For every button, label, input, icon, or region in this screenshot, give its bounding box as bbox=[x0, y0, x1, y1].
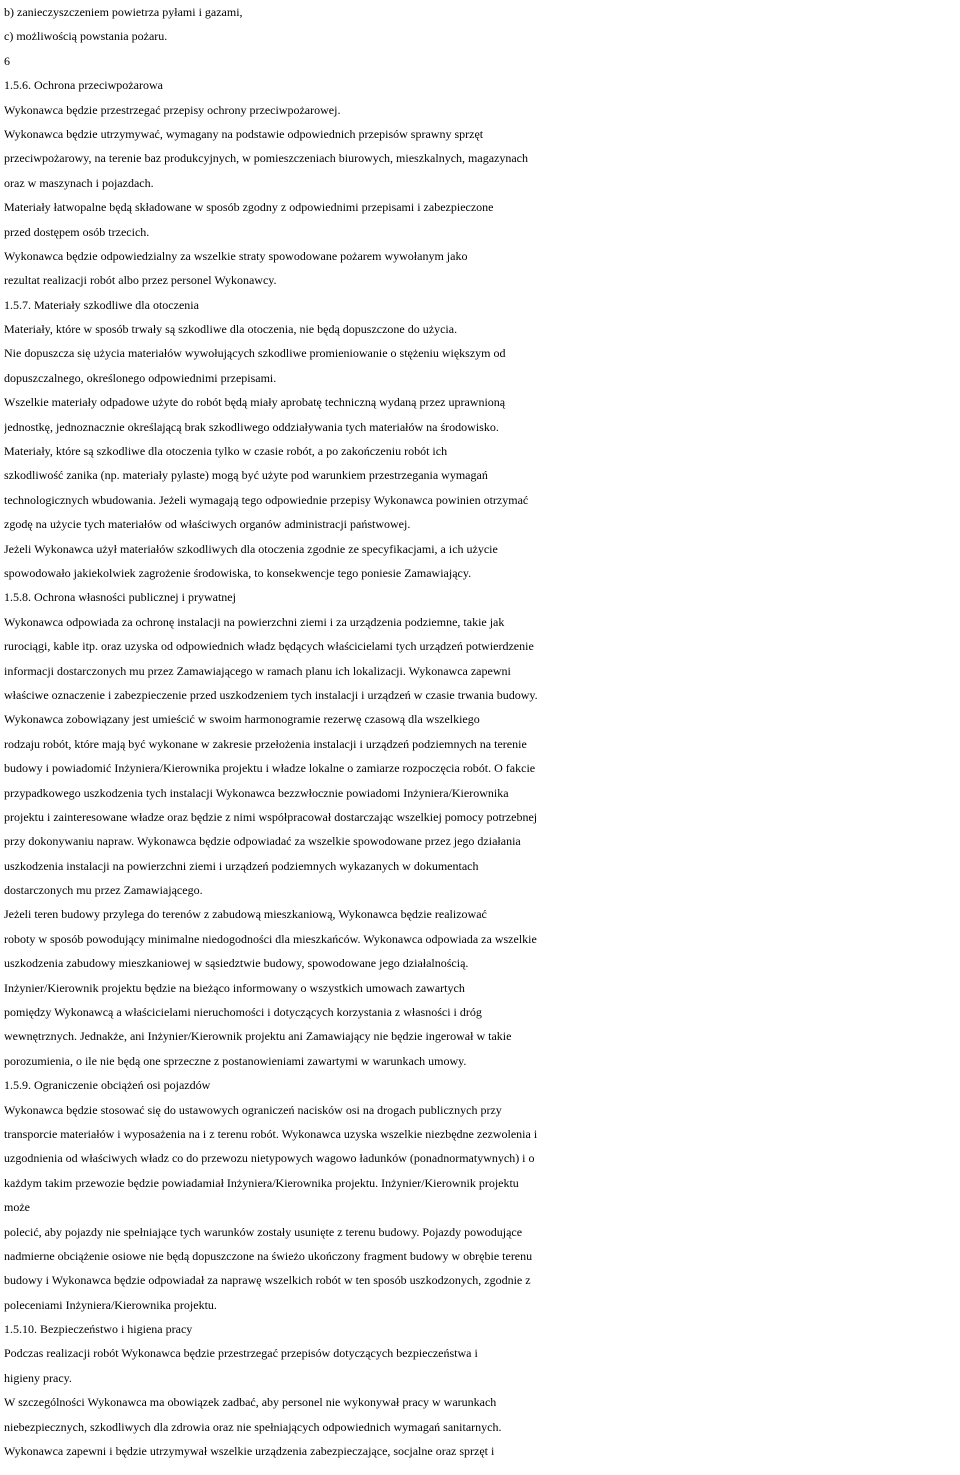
text-line: przed dostępem osób trzecich. bbox=[4, 224, 150, 239]
text-line: dopuszczalnego, określonego odpowiednimi przepisami. bbox=[4, 370, 277, 385]
text-line: Wykonawca będzie stosować się do ustawowych ograniczeń nacisków osi na drogach publicznych przy bbox=[4, 1102, 502, 1117]
text-line: 6 bbox=[4, 53, 10, 68]
text-line: 1.5.9. Ograniczenie obciążeń osi pojazdów bbox=[4, 1078, 211, 1093]
text-line: uszkodzenia zabudowy mieszkaniowej w sąsiedztwie budowy, spowodowane jego działalnością. bbox=[4, 956, 469, 971]
document-body bbox=[4, 0, 956, 1463]
text-line: Wykonawca będzie utrzymywać, wymagany na podstawie odpowiednich przepisów sprawny sprzęt bbox=[4, 126, 484, 141]
text-line: właściwe oznaczenie i zabezpieczenie przed uszkodzeniem tych instalacji i urządzeń w czasie trwania budowy. bbox=[4, 687, 538, 702]
text-line: niebezpiecznych, szkodliwych dla zdrowia oraz nie spełniających odpowiednich wymagań sanitarnych. bbox=[4, 1419, 502, 1434]
text-line: projektu i zainteresowane władze oraz będzie z nimi współpracował dostarczając wszelkiej pomocy potrzebnej bbox=[4, 809, 538, 824]
text-line: każdym takim przewozie będzie powiadamiał Inżyniera/Kierownika projektu. Inżynier/Kierownik projektu bbox=[4, 1175, 519, 1190]
text-line: Materiały, które są szkodliwe dla otoczenia tylko w czasie robót, a po zakończeniu robót ich bbox=[4, 444, 448, 459]
text-line: uszkodzenia instalacji na powierzchni ziemi i urządzeń podziemnych wykazanych w dokumentach bbox=[4, 858, 479, 873]
text-line: przy dokonywaniu napraw. Wykonawca będzie odpowiadać za wszelkie spowodowane przez jego działania bbox=[4, 834, 521, 849]
text-line: rodzaju robót, które mają być wykonane w zakresie przełożenia instalacji i urządzeń podziemnych na terenie bbox=[4, 736, 527, 751]
text-line: porozumienia, o ile nie będą one sprzeczne z postanowieniami zawartymi w warunkach umowy. bbox=[4, 1053, 467, 1068]
text-line: 1.5.6. Ochrona przeciwpożarowa bbox=[4, 78, 163, 93]
text-line: Inżynier/Kierownik projektu będzie na bieżąco informowany o wszystkich umowach zawartych bbox=[4, 980, 465, 995]
text-line: Wykonawca będzie przestrzegać przepisy ochrony przeciwpożarowej. bbox=[4, 102, 341, 117]
text-line: jednostkę, jednoznacznie określającą brak szkodliwego oddziaływania tych materiałów na środowisko. bbox=[4, 419, 499, 434]
text-line: budowy i Wykonawca będzie odpowiadał za naprawę wszelkich robót w ten sposób uszkodzonych, zgodnie z bbox=[4, 1273, 531, 1288]
text-line: 1.5.8. Ochrona własności publicznej i prywatnej bbox=[4, 590, 236, 605]
text-line: 1.5.7. Materiały szkodliwe dla otoczenia bbox=[4, 297, 199, 312]
text-line: Wykonawca odpowiada za ochronę instalacji na powierzchni ziemi i za urządzenia podziemne, takie jak bbox=[4, 614, 505, 629]
text-line: polecić, aby pojazdy nie spełniające tych warunków zostały usunięte z terenu budowy. Pojazdy powodujące bbox=[4, 1224, 523, 1239]
text-line: rezultat realizacji robót albo przez personel Wykonawcy. bbox=[4, 273, 277, 288]
text-line: pomiędzy Wykonawcą a właścicielami nieruchomości i dotyczących korzystania z własności i dróg bbox=[4, 1005, 482, 1020]
text-line: Wykonawca będzie odpowiedzialny za wszelkie straty spowodowane pożarem wywołanym jako bbox=[4, 248, 468, 263]
text-line: W szczególności Wykonawca ma obowiązek zadbać, aby personel nie wykonywał pracy w warunkach bbox=[4, 1395, 497, 1410]
text-line: Materiały łatwopalne będą składowane w sposób zgodny z odpowiednimi przepisami i zabezpieczone bbox=[4, 200, 494, 215]
text-line: Jeżeli Wykonawca użył materiałów szkodliwych dla otoczenia zgodnie ze specyfikacjami, a ich użycie bbox=[4, 541, 498, 556]
text-line: Nie dopuszcza się użycia materiałów wywołujących szkodliwe promieniowanie o stężeniu większym od bbox=[4, 346, 506, 361]
text-line: informacji dostarczonych mu przez Zamawiającego w ramach planu ich lokalizacji. Wykonawca zapewni bbox=[4, 663, 511, 678]
text-line: b) zanieczyszczeniem powietrza pyłami i gazami, bbox=[4, 5, 243, 19]
text-line: budowy i powiadomić Inżyniera/Kierownika projektu i władze lokalne o zamiarze rozpoczęcia robót. O fakcie bbox=[4, 761, 536, 776]
text-line: przypadkowego uszkodzenia tych instalacji Wykonawca bezzwłocznie powiadomi Inżyniera/Kierownika bbox=[4, 785, 509, 800]
text-line: zgodę na użycie tych materiałów od właściwych organów administracji państwowej. bbox=[4, 517, 411, 532]
text-line: może bbox=[4, 1200, 30, 1215]
text-line: dostarczonych mu przez Zamawiającego. bbox=[4, 883, 203, 898]
text-line: przeciwpożarowy, na terenie baz produkcyjnych, w pomieszczeniach biurowych, mieszkalnych, magazynach bbox=[4, 151, 528, 166]
text-line: Wykonawca zapewni i będzie utrzymywał wszelkie urządzenia zabezpieczające, socjalne oraz sprzęt i bbox=[4, 1444, 495, 1459]
text-line: wewnętrznych. Jednakże, ani Inżynier/Kierownik projektu ani Zamawiający nie będzie ingerował w takie bbox=[4, 1029, 512, 1044]
text-line: Podczas realizacji robót Wykonawca będzie przestrzegać przepisów dotyczących bezpieczeństwa i bbox=[4, 1346, 478, 1361]
text-line: szkodliwość zanika (np. materiały pylaste) mogą być użyte pod warunkiem przestrzegania wymagań bbox=[4, 468, 488, 483]
text-line: oraz w maszynach i pojazdach. bbox=[4, 175, 154, 190]
text-line: spowodowało jakiekolwiek zagrożenie środowiska, to konsekwencje tego poniesie Zamawiający. bbox=[4, 565, 472, 580]
text-line: Wykonawca zobowiązany jest umieścić w swoim harmonogramie rezerwę czasową dla wszelkiego bbox=[4, 712, 480, 727]
text-line: Wszelkie materiały odpadowe użyte do robót będą miały aprobatę techniczną wydaną przez uprawnioną bbox=[4, 395, 506, 410]
text-line: 1.5.10. Bezpieczeństwo i higiena pracy bbox=[4, 1322, 193, 1337]
text-line: transporcie materiałów i wyposażenia na i z terenu robót. Wykonawca uzyska wszelkie niezbędne zezwolenia i bbox=[4, 1126, 538, 1141]
text-line: c) możliwością powstania pożaru. bbox=[4, 29, 168, 44]
text-line: nadmierne obciążenie osiowe nie będą dopuszczone na świeżo ukończony fragment budowy w obrębie terenu bbox=[4, 1248, 533, 1263]
text-line: rurociągi, kable itp. oraz uzyska od odpowiednich władz będących właścicielami tych urządzeń potwierdzenie bbox=[4, 639, 534, 654]
text-line: roboty w sposób powodujący minimalne niedogodności dla mieszkańców. Wykonawca odpowiada za wszelkie bbox=[4, 931, 537, 946]
text-line: poleceniami Inżyniera/Kierownika projektu. bbox=[4, 1297, 217, 1312]
text-line: higieny pracy. bbox=[4, 1370, 72, 1385]
text-line: uzgodnienia od właściwych władz co do przewozu nietypowych wagowo ładunków (ponadnormatywnych) i o bbox=[4, 1151, 535, 1166]
text-line: technologicznych wbudowania. Jeżeli wymagają tego odpowiednie przepisy Wykonawca powinien otrzymać bbox=[4, 492, 529, 507]
text-line: Materiały, które w sposób trwały są szkodliwe dla otoczenia, nie będą dopuszczone do użycia. bbox=[4, 322, 458, 337]
text-line: Jeżeli teren budowy przylega do terenów z zabudową mieszkaniową, Wykonawca będzie realizować bbox=[4, 907, 487, 922]
